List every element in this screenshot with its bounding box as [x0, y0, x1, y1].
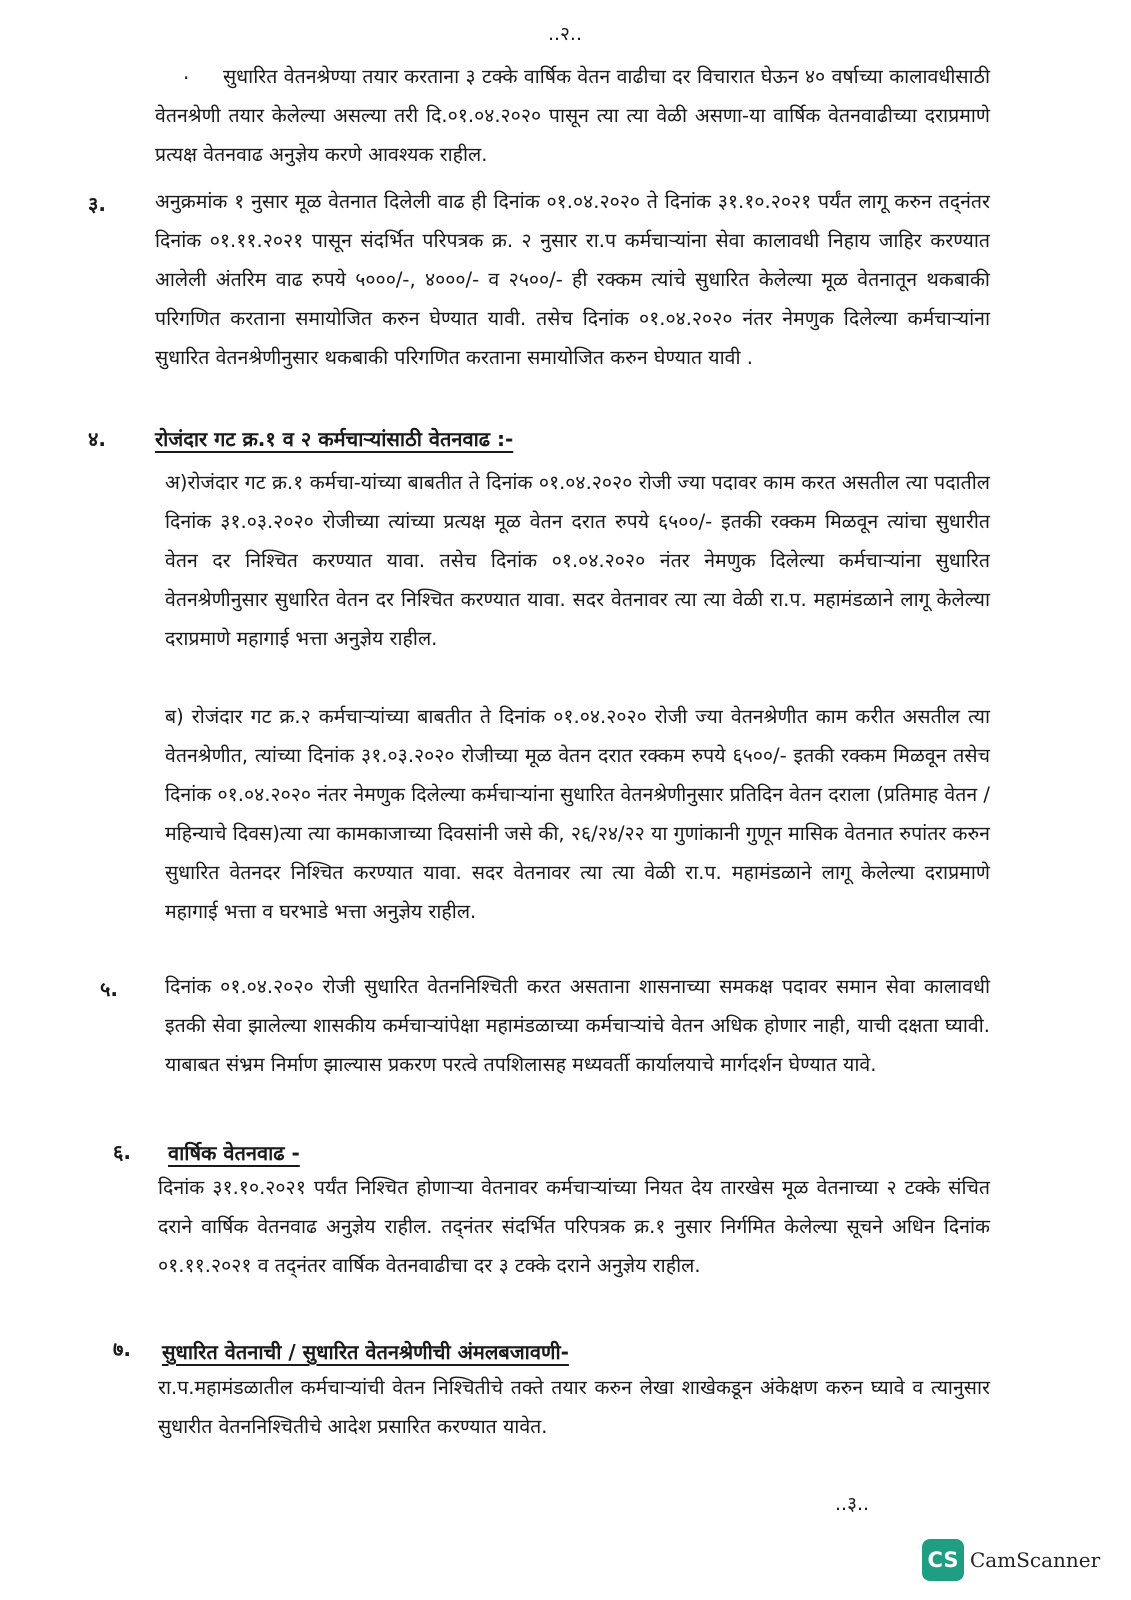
section-5 [165, 967, 990, 1084]
section-7-heading: सुधारित वेतनाची / सुधारित वेतनश्रेणीची अंमलबजावणी- [162, 1340, 569, 1364]
camscanner-name: CamScanner [970, 1548, 1101, 1572]
section-3 [155, 182, 990, 377]
camscanner-logo-icon: CS [922, 1539, 964, 1581]
section-4-a-text: अ)रोजंदार गट क्र.१ कर्मचा-यांच्या बाबतीत ते दिनांक ०१.०४.२०२० रोजी ज्या पदावर काम करत असतील त्या पदातील दिनांक ३१.०३.२०२० रोजीच्या त्यांच्या प्रत्यक्ष मूळ वेतन दरात रुपये ६५००/- इतकी रक्कम मिळवून त्यांचा सुधारीत वेतन दर निश्चित करण्यात यावा. तसेच दिनांक ०१.०४.२०२० नंतर नेमणुक दिलेल्या कर्मचाऱ्यांना सुधारित वेतनश्रेणीनुसार सुधारित वेतन दर निश्चित करण्यात यावा. सदर वेतनावर त्या त्या वेळी रा.प. महामंडळाने लागू केलेल्या दराप्रमाणे महागाई भत्ता अनुज्ञेय राहील. [165, 471, 990, 650]
section-3-number: ३. [88, 192, 106, 216]
section-4-number: ४. [88, 427, 106, 451]
intro-paragraph: सुधारित वेतनश्रेण्या तयार करताना ३ टक्के वार्षिक वेतन वाढीचा दर विचारात घेऊन ४० वर्षाच्या कालावधीसाठी वेतनश्रेणी तयार केलेल्या असल्या तरी दि.०१.०४.२०२० पासून त्या त्या वेळी असणा-या वार्षिक वेतनवाढीच्या दराप्रमाणे प्रत्यक्ष वेतनवाढ अनुज्ञेय करणे आवश्यक राहील. [155, 65, 990, 166]
section-4-b [165, 697, 990, 931]
intro-block [155, 57, 990, 174]
camscanner-watermark [922, 1537, 1100, 1583]
section-5-text: दिनांक ०१.०४.२०२० रोजी सुधारित वेतननिश्चिती करत असताना शासनाच्या समकक्ष पदावर समान सेवा कालावधी इतकी सेवा झालेल्या शासकीय कर्मचाऱ्यांपेक्षा महामंडळाच्या कर्मचाऱ्यांचे वेतन अधिक होणार नाही, याची दक्षता घ्यावी. याबाबत संभ्रम निर्माण झाल्यास प्रकरण परत्वे तपशिलासह मध्यवर्ती कार्यालयाचे मार्गदर्शन घेण्यात यावे. [165, 975, 990, 1076]
section-7-text: रा.प.महामंडळातील कर्मचाऱ्यांची वेतन निश्चितीचे तक्ते तयार करुन लेखा शाखेकडून अंकेक्षण करुन घ्यावे व त्यानुसार सुधारीत वेतननिश्चितीचे आदेश प्रसारित करण्यात यावेत. [158, 1376, 990, 1438]
section-3-text: अनुक्रमांक १ नुसार मूळ वेतनात दिलेली वाढ ही दिनांक ०१.०४.२०२० ते दिनांक ३१.१०.२०२१ पर्यंत लागू करुन तद्नंतर दिनांक ०१.११.२०२१ पासून संदर्भित परिपत्रक क्र. २ नुसार रा.प कर्मचाऱ्यांना सेवा कालावधी निहाय जाहिर करण्यात आलेली अंतरिम वाढ रुपये ५०००/-, ४०००/- व २५००/- ही रक्कम त्यांचे सुधारित केलेल्या मूळ वेतनातून थकबाकी परिगणित करताना समायोजित करुन घेण्यात यावी. तसेच दिनांक ०१.०४.२०२० नंतर नेमणुक दिलेल्या कर्मचाऱ्यांना सुधारित वेतनश्रेणीनुसार थकबाकी परिगणित करताना समायोजित करुन घेण्यात यावी . [155, 190, 990, 369]
section-7 [158, 1368, 990, 1446]
section-6-number: ६. [113, 1140, 131, 1164]
section-4-b-text: ब) रोजंदार गट क्र.२ कर्मचाऱ्यांच्या बाबतीत ते दिनांक ०१.०४.२०२० रोजी ज्या वेतनश्रेणीत काम करीत असतील त्या वेतनश्रेणीत, त्यांच्या दिनांक ३१.०३.२०२० रोजीच्या मूळ वेतन दरात रक्कम रुपये ६५००/- इतकी रक्कम मिळवून तसेच दिनांक ०१.०४.२०२० नंतर नेमणुक दिलेल्या कर्मचाऱ्यांना सुधारित वेतनश्रेणीनुसार प्रतिदिन वेतन दराला (प्रतिमाह वेतन / महिन्याचे दिवस)त्या त्या कामकाजाच्या दिवसांनी जसे की, २६/२४/२२ या गुणांकानी गुणून मासिक वेतनात रुपांतर करुन सुधारित वेतनदर निश्चित करण्यात यावा. सदर वेतनावर त्या त्या वेळी रा.प. महामंडळाने लागू केलेल्या दराप्रमाणे महागाई भत्ता व घरभाडे भत्ता अनुज्ञेय राहील. [165, 705, 990, 923]
page-number-top: ..२.. [547, 23, 583, 45]
section-6-text: दिनांक ३१.१०.२०२१ पर्यंत निश्चित होणाऱ्या वेतनावर कर्मचाऱ्यांच्या नियत देय तारखेस मूळ वेतनाच्या २ टक्के संचित दराने वार्षिक वेतनवाढ अनुज्ञेय राहील. तद्नंतर संदर्भित परिपत्रक क्र.१ नुसार निर्गमित केलेल्या सूचने अधिन दिनांक ०१.११.२०२१ व तद्नंतर वार्षिक वेतनवाढीचा दर ३ टक्के दराने अनुज्ञेय राहील. [158, 1176, 990, 1277]
section-5-number: ५. [100, 977, 118, 1001]
intro-bullet: . [183, 60, 190, 84]
section-6 [158, 1168, 990, 1285]
section-4-heading: रोजंदार गट क्र.१ व २ कर्मचाऱ्यांसाठी वेतनवाढ :- [155, 427, 514, 451]
page-number-bottom: ..३.. [835, 1493, 870, 1515]
section-4-a [165, 463, 990, 658]
section-6-heading: वार्षिक वेतनवाढ - [168, 1141, 300, 1165]
section-7-number: ७. [113, 1337, 131, 1361]
